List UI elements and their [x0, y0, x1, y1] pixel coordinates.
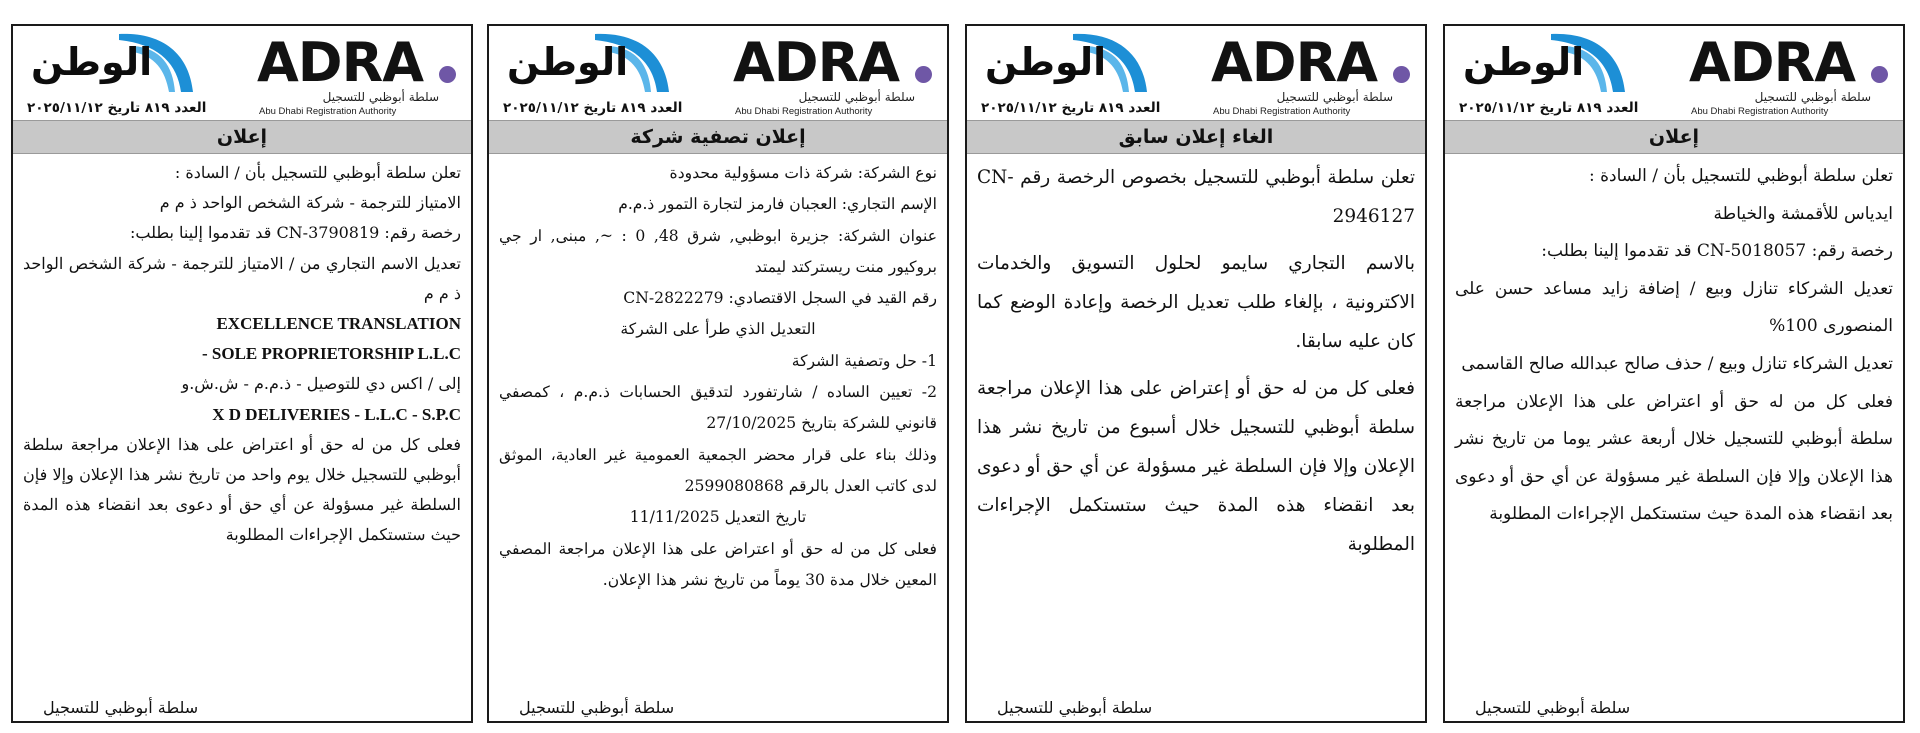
adra-logo-text: ADRA	[257, 31, 423, 94]
notice-header	[967, 26, 1425, 118]
adra-arabic-name: سلطة أبوظبي للتسجيل	[322, 90, 439, 104]
adra-logo	[1211, 32, 1411, 118]
alwatan-logo	[1455, 30, 1631, 94]
adra-logo-dot	[915, 66, 932, 83]
adra-logo-text: ADRA	[1689, 31, 1855, 94]
adra-english-name: Abu Dhabi Registration Authority	[1213, 106, 1351, 117]
alwatan-logo-text: الوطن	[31, 40, 153, 84]
notice-line: تعلن سلطة أبوظبي للتسجيل بخصوص الرخصة رقم CN-2946127	[977, 167, 1415, 227]
alwatan-logo	[499, 30, 675, 94]
notice-body	[23, 158, 461, 691]
notice-header	[13, 26, 471, 118]
notice-line: الإسم التجاري: العجبان فارمز لتجارة التمور ذ.م.م	[618, 195, 937, 214]
notice-line: تعلن سلطة أبوظبي للتسجيل بأن / السادة :	[174, 163, 461, 182]
notice-line: عنوان الشركة: جزيرة ابوظبي, شرق 48, 0 : ~, مبنى, ار جي بروكيور منت ريستركتد ليمتد	[499, 226, 938, 276]
alwatan-logo-text: الوطن	[507, 40, 629, 84]
adra-arabic-name: سلطة أبوظبي للتسجيل	[1754, 90, 1871, 104]
notice-line-latin: - SOLE PROPRIETORSHIP L.L.C	[202, 344, 461, 364]
notice-line: الامتياز للترجمة - شركة الشخص الواحد ذ م م	[159, 193, 461, 213]
alwatan-logo-text: الوطن	[985, 40, 1107, 84]
notice-line: تعديل الشركاء تنازل وبيع / حذف صالح عبدالله صالح القاسمى	[1461, 353, 1893, 374]
adra-logo-dot	[439, 66, 456, 83]
adra-logo-text: ADRA	[1211, 31, 1377, 94]
notice-line: تعديل الشركاء تنازل وبيع / إضافة زايد مساعد حسن على المنصورى 100%	[1455, 278, 1893, 337]
notice-line: تعديل الاسم التجاري من / الامتياز للترجمة - شركة الشخص الواحد ذ م م	[23, 253, 461, 303]
notice-line: فعلى كل من له حق أو اعتراض على هذا الإعلان مراجعة المصفي المعين خلال مدة 30 يوماً من تاريخ نشر هذا الإعلان.	[499, 539, 937, 589]
adra-logo	[733, 32, 933, 118]
alwatan-logo	[23, 30, 199, 94]
notice-signature: سلطة أبوظبي للتسجيل	[997, 698, 1153, 717]
notice-line: فعلى كل من له حق أو اعتراض على هذا الإعلان مراجعة سلطة أبوظبي للتسجيل خلال أربعة عشر يوما من تاريخ نشر هذا الإعلان وإلا فإن السلطة غير مسؤولة عن أي حق أو دعوى بعد انقضاء هذه المدة حيث ستستكمل الإجراءات المطلوبة	[1455, 391, 1893, 525]
notice-panel-3	[487, 24, 949, 723]
notice-line: تاريخ التعديل 11/11/2025	[629, 508, 807, 527]
notice-body	[1455, 158, 1893, 691]
adra-logo-dot	[1393, 66, 1410, 83]
notice-line: رقم القيد في السجل الاقتصادي: CN-2822279	[623, 289, 937, 308]
notice-title: إعلان	[1445, 120, 1903, 154]
notice-signature: سلطة أبوظبي للتسجيل	[43, 698, 199, 717]
notice-header	[1445, 26, 1903, 118]
notice-line: تعلن سلطة أبوظبي للتسجيل بأن / السادة :	[1589, 166, 1893, 186]
notice-line: رخصة رقم: CN-3790819 قد تقدموا إلينا بطلب:	[129, 223, 461, 243]
adra-logo	[257, 32, 457, 118]
adra-english-name: Abu Dhabi Registration Authority	[735, 106, 873, 117]
adra-logo-dot	[1871, 66, 1888, 83]
adra-arabic-name: سلطة أبوظبي للتسجيل	[798, 90, 915, 104]
notice-line: التعديل الذي طرأ على الشركة	[620, 320, 816, 339]
notice-body	[499, 158, 937, 691]
notice-line: فعلى كل من له حق أو اعتراض على هذا الإعلان مراجعة سلطة أبوظبي للتسجيل خلال يوم واحد من تاريخ نشر هذا الإعلان وإلا فإن السلطة غير مسؤولة عن أي حق أو دعوى بعد انقضاء هذه المدة حيث ستستكمل الإجراءات المطلوبة	[23, 434, 461, 545]
issue-date-line: العدد ٨١٩ تاريخ ٢٠٢٥/١١/١٢	[503, 100, 683, 116]
notice-line: وذلك بناء على قرار محضر الجمعية العمومية غير العادية، الموثق لدى كاتب العدل بالرقم 2599080868	[499, 445, 937, 495]
alwatan-logo-text: الوطن	[1463, 40, 1585, 84]
notice-line-latin: EXCELLENCE TRANSLATION	[216, 314, 461, 334]
notice-panel-4	[11, 24, 473, 723]
adra-arabic-name: سلطة أبوظبي للتسجيل	[1276, 90, 1393, 104]
issue-date-line: العدد ٨١٩ تاريخ ٢٠٢٥/١١/١٢	[27, 100, 207, 116]
notice-line: رخصة رقم: CN-5018057 قد تقدموا إلينا بطلب:	[1541, 241, 1893, 262]
notice-header	[489, 26, 947, 118]
issue-date-line: العدد ٨١٩ تاريخ ٢٠٢٥/١١/١٢	[1459, 100, 1639, 116]
notice-line: إلى / اكس دي للتوصيل - ذ.م.م - ش.ش.و	[181, 374, 461, 394]
alwatan-logo	[977, 30, 1153, 94]
notice-body	[977, 158, 1415, 691]
adra-logo-text: ADRA	[733, 31, 899, 94]
notice-title: الغاء إعلان سابق	[967, 120, 1425, 154]
notice-line: نوع الشركة: شركة ذات مسؤولية محدودة	[669, 164, 937, 182]
notice-title: إعلان تصفية شركة	[489, 120, 947, 154]
notice-panel-1	[1443, 24, 1905, 723]
notice-line-latin: X D DELIVERIES - L.L.C - S.P.C	[212, 404, 461, 424]
notice-line: بالاسم التجاري سايمو لحلول التسويق والخدمات الاكترونية ، بإلغاء طلب تعديل الرخصة وإعادة الوضع كما كان عليه سابقا.	[977, 253, 1415, 352]
adra-logo	[1689, 32, 1889, 118]
notice-signature: سلطة أبوظبي للتسجيل	[519, 698, 675, 717]
notice-panel-2	[965, 24, 1427, 723]
notice-line: فعلى كل من له حق أو إعتراض على هذا الإعلان مراجعة سلطة أبوظبي للتسجيل خلال أسبوع من تاريخ نشر هذا الإعلان وإلا فإن السلطة غير مسؤولة عن أي حق أو دعوى بعد انقضاء هذه المدة حيث ستستكمل الإجراءات المطلوبة	[977, 378, 1415, 555]
adra-english-name: Abu Dhabi Registration Authority	[1691, 106, 1829, 117]
notice-line: ايدياس للأقمشة والخياطة	[1713, 203, 1893, 224]
notice-title: إعلان	[13, 120, 471, 154]
adra-english-name: Abu Dhabi Registration Authority	[259, 106, 397, 117]
notice-line: 1- حل وتصفية الشركة	[791, 351, 937, 370]
notice-line: 2- تعيين الساده / شارتفورد لتدقيق الحسابات ذ.م.م ، كمصفي قانوني للشركة بتاريخ 27/10/2025	[499, 383, 937, 433]
notice-signature: سلطة أبوظبي للتسجيل	[1475, 698, 1631, 717]
issue-date-line: العدد ٨١٩ تاريخ ٢٠٢٥/١١/١٢	[981, 100, 1161, 116]
